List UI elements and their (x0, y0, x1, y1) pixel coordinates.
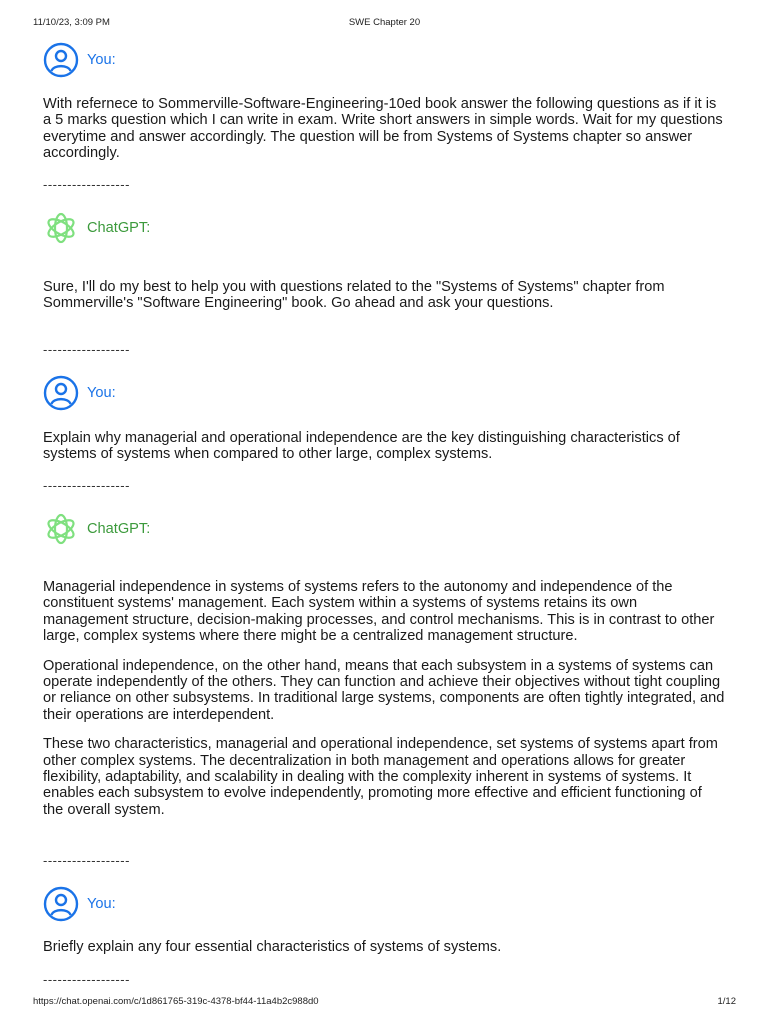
chatgpt-message (43, 579, 726, 831)
user-speaker (43, 375, 726, 411)
separator: ------------------ (43, 478, 130, 493)
chatgpt-message (43, 279, 726, 325)
separator: ------------------ (43, 177, 130, 192)
chatgpt-speaker (43, 511, 726, 547)
message-paragraph: Briefly explain any four essential characteristics of systems of systems. (43, 939, 502, 955)
print-title: SWE Chapter 20 (348, 17, 421, 28)
separator: ------------------ (43, 853, 130, 868)
message-paragraph: With refernece to Sommerville-Software-Engineering-10ed book answer the following questions as if it is a 5 marks question which I can write in exam. Write short answers in simple words. Wait for my questions everytime and answer accordingly. The question will be from Systems of Systems chapter so answer accordingly. (43, 96, 723, 162)
message-paragraph: Explain why managerial and operational independence are the key distinguishing characteristics of systems of systems when compared to other large, complex systems. (43, 430, 680, 463)
speaker-name: You: (87, 896, 116, 912)
message-paragraph: Managerial independence in systems of systems refers to the autonomy and independence of the constituent systems' management. Each system within a systems of systems retains its own management structure, decision-making processes, and control mechanisms. This is in contrast to other large, complex systems where there might be a centralized management structure. (43, 579, 715, 645)
message-paragraph: Operational independence, on the other hand, means that each subsystem in a systems of systems can operate independently of the others. They can function and achieve their objectives without tight coupling or reliance on other subsystems. In traditional large systems, components are often tightly integrated, and their operations are interdependent. (43, 657, 725, 723)
user-message (43, 96, 726, 175)
speaker-name: You: (87, 385, 116, 401)
speaker-name: You: (87, 52, 116, 68)
print-header (33, 17, 736, 28)
chatgpt-speaker (43, 210, 726, 246)
speaker-name: ChatGPT: (87, 220, 151, 236)
user-message (43, 939, 726, 968)
separator: ------------------ (43, 972, 130, 987)
user-message (43, 430, 726, 476)
print-footer (33, 996, 736, 1007)
page-number: 1/12 (717, 996, 736, 1007)
user-avatar-icon (43, 886, 79, 922)
print-datetime: 11/10/23, 3:09 PM (33, 17, 110, 28)
separator: ------------------ (43, 342, 130, 357)
user-speaker (43, 42, 726, 78)
message-paragraph: These two characteristics, managerial and operational independence, set systems of systems apart from other complex systems. The decentralization in both management and operations allows for greater flexibility, adaptability, and scalability in dealing with the complexity inherent in systems of systems. It enables each subsystem to evolve independently, promoting more effective and efficient functioning of the overall system. (43, 736, 718, 818)
user-avatar-icon (43, 42, 79, 78)
user-avatar-icon (43, 375, 79, 411)
chatgpt-logo-icon (43, 210, 79, 246)
message-paragraph: Sure, I'll do my best to help you with questions related to the "Systems of Systems" chapter from Sommerville's "Software Engineering" book. Go ahead and ask your questions. (43, 279, 665, 312)
speaker-name: ChatGPT: (87, 521, 151, 537)
chatgpt-logo-icon (43, 511, 79, 547)
user-speaker (43, 886, 726, 922)
page-url: https://chat.openai.com/c/1d861765-319c-4378-bf44-11a4b2c988d0 (33, 996, 319, 1007)
